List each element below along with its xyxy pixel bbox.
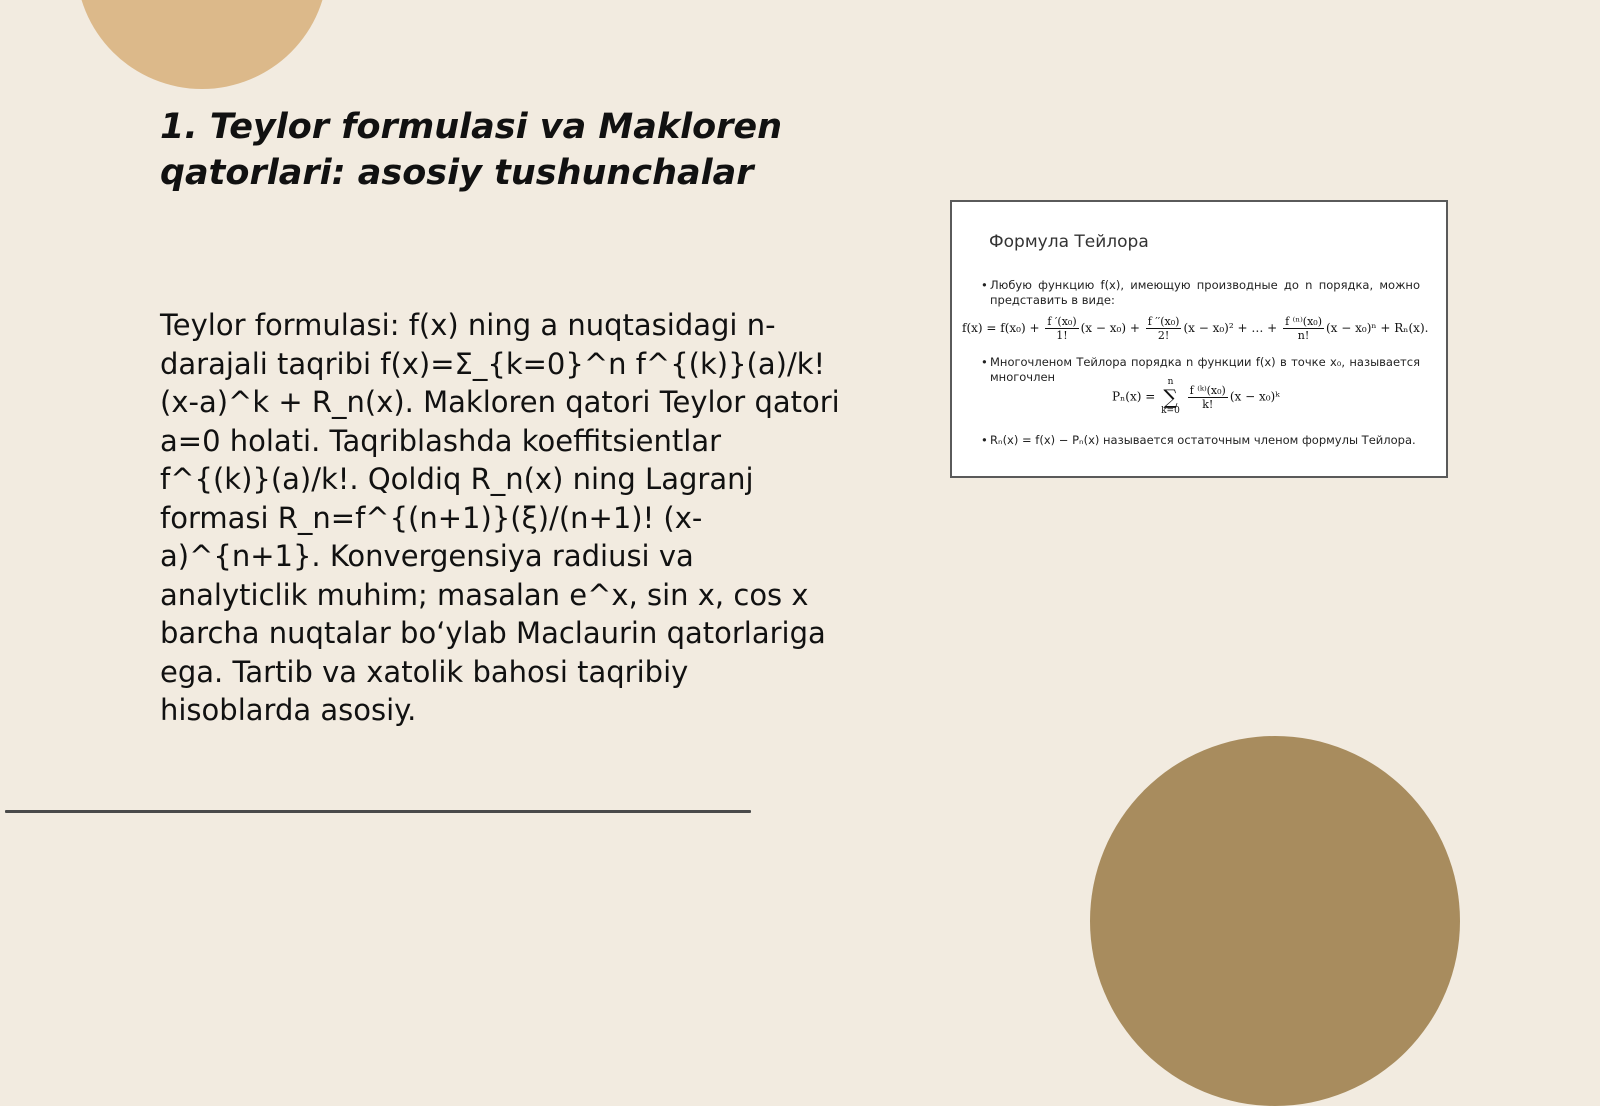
polynomial-lhs: Pₙ(x) =	[1112, 389, 1156, 404]
decorative-circle-top	[76, 0, 328, 89]
taylor-formula	[962, 315, 1428, 342]
polynomial-numerator: f ⁽ᵏ⁾(x₀)	[1189, 383, 1226, 397]
bullet-dot-icon: •	[981, 278, 988, 292]
formula-lhs: f(x) = f(x₀) +	[962, 321, 1040, 335]
polynomial-term	[1188, 384, 1228, 411]
embedded-bullet-3-text: Rₙ(x) = f(x) − Pₙ(x) называется остаточным членом формулы Тейлора.	[990, 433, 1416, 447]
slide-title-line1: 1. Teylor formulasi va Makloren	[160, 107, 783, 147]
embedded-slide-title: Формула Тейлора	[989, 232, 1149, 252]
term-1-denominator: 1!	[1056, 329, 1068, 342]
embedded-bullet-3	[981, 433, 1420, 448]
slide-body-text: Teylor formulasi: f(x) ning a nuqtasidagi n-darajali taqribi f(x)=Σ_{k=0}^n f^{(k)}(a)/k! (x-a)^k + R_n(x). Makloren qatori Teylor qatori a=0 holati. Taqriblashda koeffitsientlar f^{(k)}(a)/k!. Qoldiq R_n(x) ning Lagranj formasi R_n=f^{(n+1)}(ξ)/(n+1)! (x-a)^{n+1}. Konvergensiya radiusi va analyticlik muhim; masalan e^x, sin x, cos x barcha nuqtalar bo‘ylab Maclaurin qatorlariga ega. Tartib va xatolik bahosi taqribiy hisoblarda asosiy.	[160, 308, 840, 727]
sum-symbol	[1161, 378, 1180, 416]
polynomial-tail: (x − x₀)ᵏ	[1229, 389, 1280, 404]
formula-term-1	[1045, 315, 1078, 342]
embedded-taylor-formula-image	[950, 200, 1448, 478]
formula-term-n	[1283, 315, 1324, 342]
embedded-bullet-1	[981, 278, 1420, 308]
sigma-icon: ∑	[1163, 385, 1178, 409]
bullet-dot-icon: •	[981, 433, 988, 447]
footer-divider-line	[5, 810, 751, 813]
polynomial-denominator: k!	[1202, 397, 1214, 411]
term-2-tail: (x − x₀)² + … +	[1183, 321, 1278, 335]
sum-lower-limit: k=0	[1161, 406, 1180, 416]
embedded-bullet-2-text: Многочленом Тейлора порядка n функции f(x) в точке x₀, называется многочлен	[990, 355, 1420, 384]
term-n-tail: (x − x₀)ⁿ + Rₙ(x).	[1326, 321, 1429, 335]
slide-title-line2: qatorlari: asosiy tushunchalar	[160, 153, 754, 193]
formula-term-2	[1146, 315, 1182, 342]
bullet-dot-icon: •	[981, 355, 988, 369]
sum-upper-limit: n	[1167, 377, 1174, 387]
taylor-polynomial-formula	[1112, 378, 1280, 416]
term-1-tail: (x − x₀) +	[1080, 321, 1140, 335]
term-n-numerator: f ⁽ⁿ⁾(x₀)	[1285, 315, 1322, 328]
term-2-numerator: f ′′(x₀)	[1147, 315, 1180, 328]
term-n-denominator: n!	[1297, 329, 1310, 342]
term-1-numerator: f ′(x₀)	[1047, 315, 1077, 328]
embedded-bullet-1-text: Любую функцию f(x), имеющую производные до n порядка, можно представить в виде:	[990, 278, 1420, 307]
term-2-denominator: 2!	[1157, 329, 1170, 342]
slide-title	[160, 104, 860, 196]
decorative-circle-bottom	[1090, 736, 1460, 1106]
